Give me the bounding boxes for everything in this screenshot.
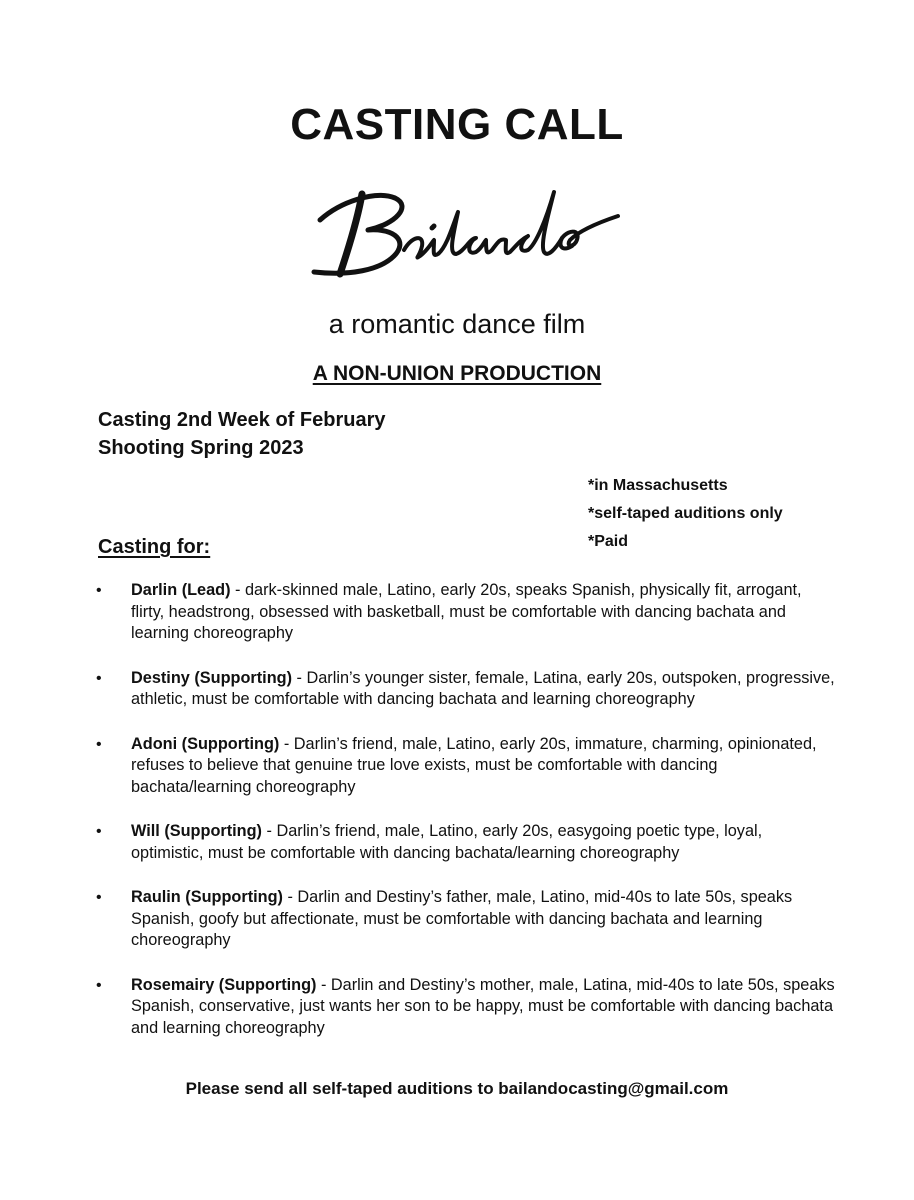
role-type: (Supporting) — [218, 975, 317, 994]
role-item — [96, 580, 836, 645]
role-type: (Supporting) — [164, 822, 262, 840]
bullet-icon: • — [96, 889, 102, 906]
submission-instructions: Please send all self-taped auditions to bailandocasting@gmail.com — [185, 1079, 729, 1098]
role-description: - Darlin’s friend, male, Latino, early 20s, easygoing poetic type, loyal, optimistic, must be comfortable with dancing bachata/learning choreography — [131, 822, 763, 862]
bullet-icon: • — [96, 823, 102, 840]
page-title: CASTING CALL — [290, 100, 624, 149]
bailando-logo — [300, 172, 620, 292]
note-audition-type: *self-taped auditions only — [588, 505, 783, 522]
role-name: Destiny — [131, 668, 190, 687]
role-description: - Darlin’s friend, male, Latino, early 20s, immature, charming, opinionated, refuses to believe that genuine true love exists, must be comfortable with dancing bachata/learning choreography — [131, 734, 817, 796]
role-item — [96, 821, 836, 864]
role-name: Rosemairy — [131, 975, 215, 994]
role-type: (Supporting) — [185, 888, 283, 906]
roles-list — [96, 580, 836, 1062]
schedule — [98, 406, 385, 462]
role-type: (Lead) — [181, 581, 231, 599]
role-type: (Supporting) — [181, 734, 280, 753]
role-description: - Darlin’s younger sister, female, Latina, early 20s, outspoken, progressive, athletic, must be comfortable with dancing bachata and learning choreography — [131, 668, 835, 708]
casting-for-heading: Casting for: — [98, 536, 211, 558]
role-name: Darlin — [131, 581, 178, 599]
shooting-date: Shooting Spring 2023 — [98, 437, 304, 459]
role-description: - Darlin and Destiny’s mother, male, Latina, mid-40s to late 50s, speaks Spanish, conservative, just wants her son to be happy, must be comfortable with dancing bachata and learning choreography — [131, 975, 835, 1037]
production-type: A NON-UNION PRODUCTION — [312, 362, 602, 385]
notes-list — [588, 472, 783, 556]
role-item — [96, 668, 836, 711]
role-description: - Darlin and Destiny’s father, male, Latino, mid-40s to late 50s, speaks Spanish, goofy but affectionate, must be comfortable with dancing bachata and learning choreography — [131, 888, 793, 949]
role-name: Adoni — [131, 734, 178, 753]
logo-text: Bailando — [300, 172, 304, 173]
casting-date: Casting 2nd Week of February — [98, 409, 386, 431]
note-paid: *Paid — [588, 533, 629, 550]
role-item — [96, 887, 836, 952]
role-item — [96, 975, 836, 1040]
role-item — [96, 734, 836, 799]
role-name: Will — [131, 822, 160, 840]
note-location: *in Massachusetts — [588, 477, 728, 494]
bullet-icon: • — [96, 735, 102, 753]
bullet-icon: • — [96, 669, 102, 687]
bullet-icon: • — [96, 976, 102, 994]
role-name: Raulin — [131, 888, 181, 906]
bullet-icon: • — [96, 582, 102, 599]
role-type: (Supporting) — [194, 668, 293, 687]
film-subtitle: a romantic dance film — [328, 309, 586, 339]
role-description: - dark-skinned male, Latino, early 20s, speaks Spanish, physically fit, arrogant, flirty, headstrong, obsessed with basketball, must be comfortable with dancing bachata and learning choreography — [131, 581, 802, 642]
